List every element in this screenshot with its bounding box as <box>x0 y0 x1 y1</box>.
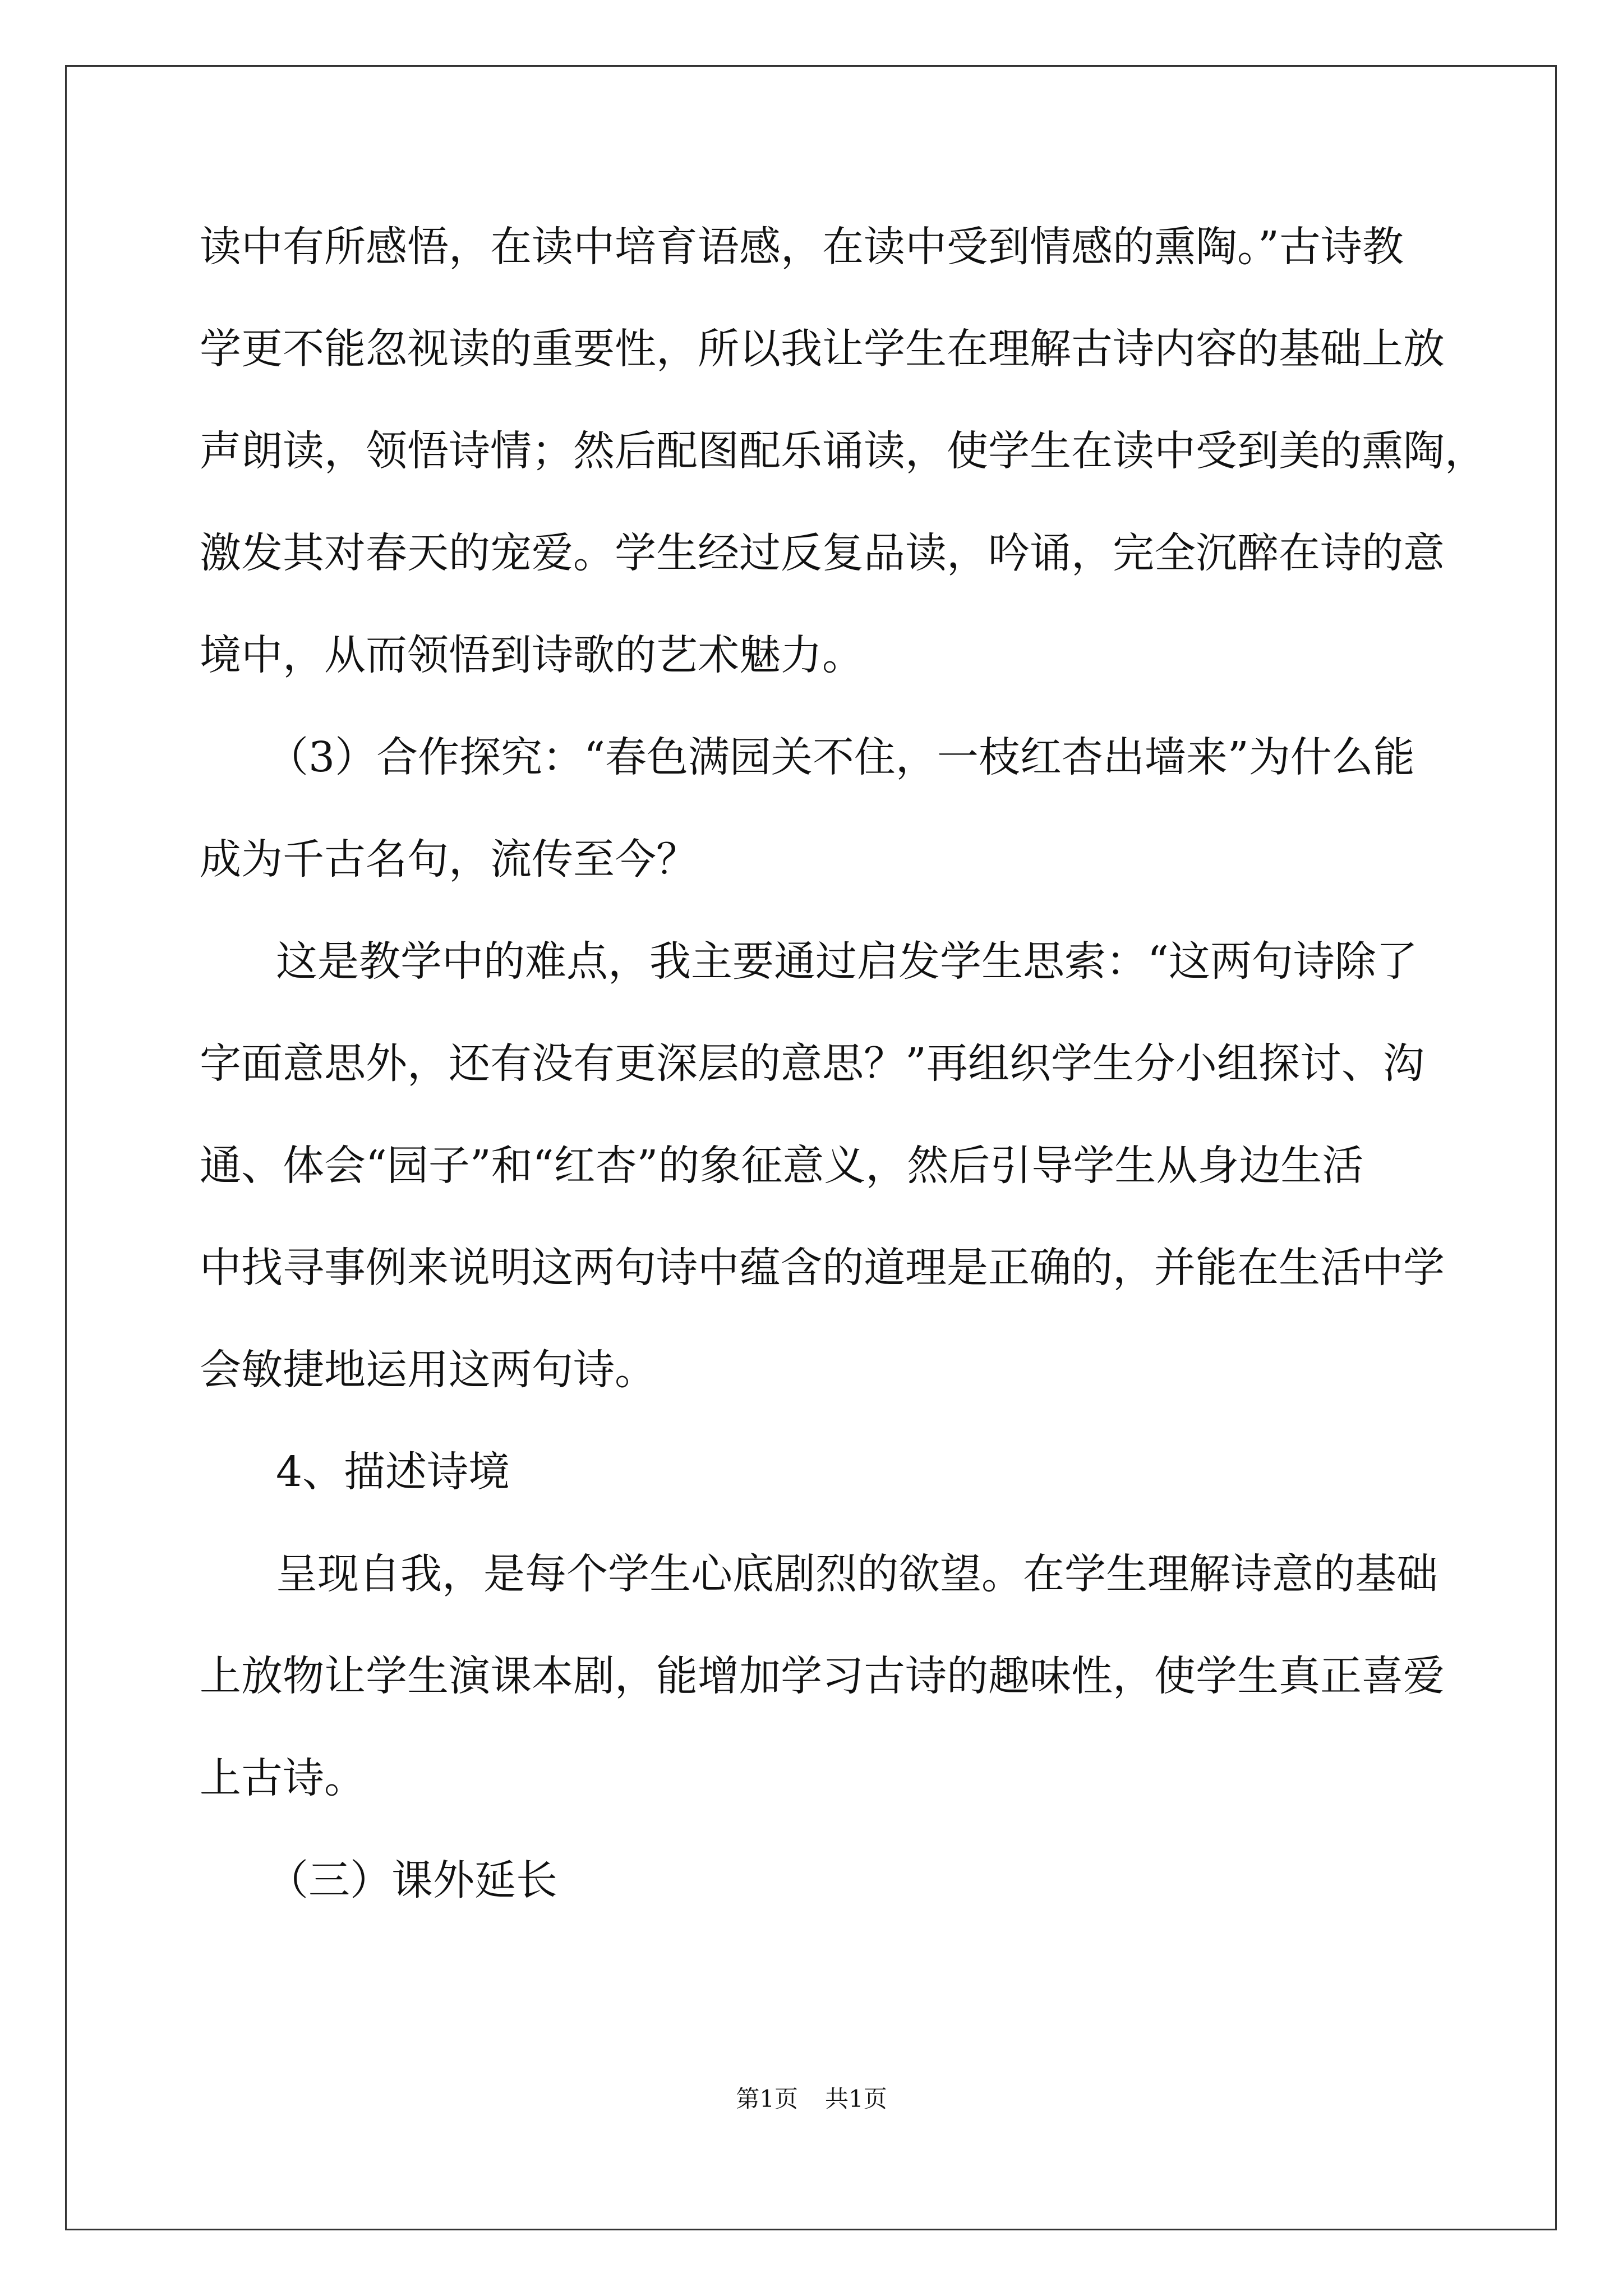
paragraph-line: 中找寻事例来说明这两句诗中蕴含的道理是正确的，并能在生活中学 <box>200 1244 1445 1292</box>
paragraph-line: 成为千古名句，流传至今？ <box>200 835 698 884</box>
paragraph-line: 字面意思外，还有没有更深层的意思？”再组织学生分小组探讨、沟 <box>200 1039 1424 1088</box>
paragraph-line: 激发其对春天的宠爱。学生经过反复品读，吟诵，完全沉醉在诗的意 <box>200 529 1445 577</box>
paragraph-line: （3）合作探究：“春色满园关不住，一枝红杏出墙来”为什么能 <box>267 733 1415 781</box>
paragraph-line: 通、体会“园子”和“红杏”的象征意义，然后引导学生从身边生活 <box>200 1142 1364 1190</box>
page-number: 第1页 <box>736 2085 798 2113</box>
paragraph-line: 境中，从而领悟到诗歌的艺术魅力。 <box>200 631 864 679</box>
paragraph-line: 声朗读，领悟诗情；然后配图配乐诵读，使学生在读中受到美的熏陶， <box>200 427 1486 475</box>
paragraph-line: 会敏捷地运用这两句诗。 <box>200 1346 656 1394</box>
paragraph-line: 学更不能忽视读的重要性，所以我让学生在理解古诗内容的基础上放 <box>200 325 1445 373</box>
page-footer <box>0 2082 1623 2116</box>
page-total: 共1页 <box>825 2085 887 2113</box>
section-heading: 4、描述诗境 <box>276 1448 510 1496</box>
section-heading: （三）课外延长 <box>267 1856 557 1904</box>
paragraph-line: 这是教学中的难点，我主要通过启发学生思索：“这两句诗除了 <box>276 937 1418 986</box>
paragraph-line: 上古诗。 <box>200 1754 366 1802</box>
paragraph-line: 上放物让学生演课本剧，能增加学习古诗的趣味性，使学生真正喜爱 <box>200 1652 1445 1700</box>
paragraph-line: 呈现自我，是每个学生心底剧烈的欲望。在学生理解诗意的基础 <box>276 1550 1438 1598</box>
paragraph-line: 读中有所感悟，在读中培育语感，在读中受到情感的熏陶。”古诗教 <box>200 223 1404 271</box>
